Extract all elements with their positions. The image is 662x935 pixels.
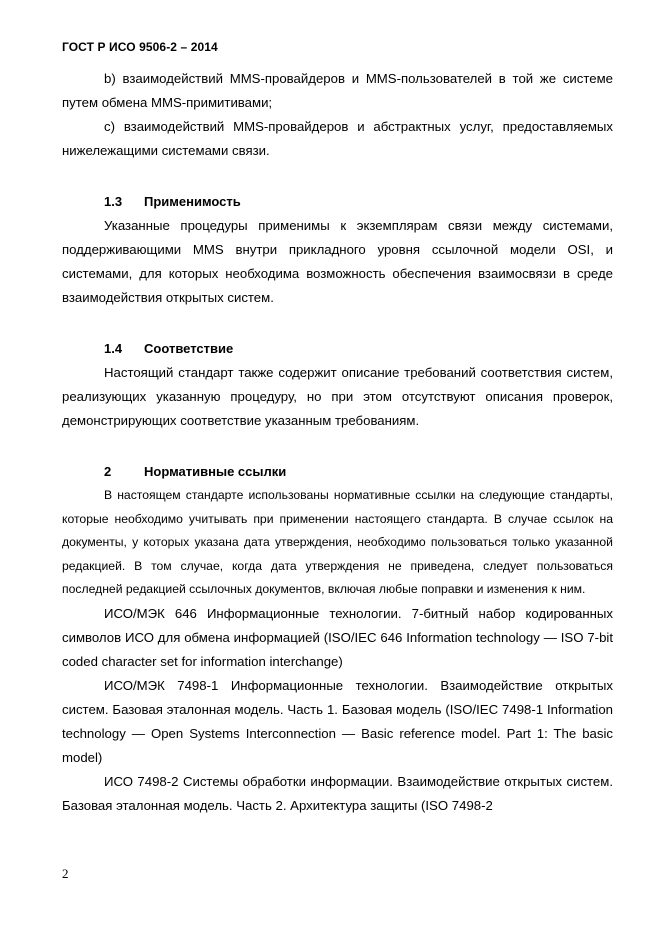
list-item-c: c) взаимодействий MMS-провайдеров и абстрактных услуг, предоставляемых нижележащими системами связи. <box>62 119 613 158</box>
reference-iso-646: ИСО/МЭК 646 Информационные технологии. 7-битный набор кодированных символов ИСО для обмена информацией (ISO/IEC 646 Information technology — ISO 7-bit coded character set for information interchange) <box>62 605 613 669</box>
document-header: ГОСТ Р ИСО 9506-2 – 2014 <box>62 40 218 54</box>
section-heading-2 <box>62 460 613 484</box>
section-number: 1.3 <box>104 194 123 209</box>
section-heading-1-4 <box>62 337 613 361</box>
section-title: Соответствие <box>144 341 234 356</box>
applicability-paragraph: Указанные процедуры применимы к экземплярам связи между системами, поддерживающими MMS внутри прикладного уровня ссылочной модели OSI, и системами, для которых необходима возможность обеспечения взаимосвязи в среде взаимодействия открытых систем. <box>62 218 613 305</box>
section-number: 1.4 <box>104 341 123 356</box>
section-title: Нормативные ссылки <box>144 464 287 479</box>
reference-iso-7498-1: ИСО/МЭК 7498-1 Информационные технологии. Взаимодействие открытых систем. Базовая эталонная модель. Часть 1. Базовая модель (ISO/IEC 7498-1 Information technology — Open Systems Interconnection — Basic reference model. Part 1: The basic model) <box>62 677 613 765</box>
references-intro-paragraph: В настоящем стандарте использованы нормативные ссылки на следующие стандарты, которые необходимо учитывать при применении настоящего стандарта. В случае ссылок на документы, у которых указана дата утверждения, необходимо пользоваться только указанной редакцией. В том случае, когда дата утверждения не приведена, следует пользоваться последней редакцией ссылочных документов, включая любые поправки и изменения к ним. <box>62 488 613 596</box>
section-heading-1-3 <box>62 190 613 214</box>
section-title: Применимость <box>144 194 241 209</box>
page-number: 2 <box>62 866 69 881</box>
document-body <box>62 67 613 818</box>
conformance-paragraph: Настоящий стандарт также содержит описание требований соответствия систем, реализующих указанную процедуру, но при этом отсутствуют описания проверок, демонстрирующих соответствие указанным требованиям. <box>62 365 613 428</box>
reference-iso-7498-2: ИСО 7498-2 Системы обработки информации. Взаимодействие открытых систем. Базовая эталонная модель. Часть 2. Архитектура защиты (ISO 7498-2 <box>62 773 613 813</box>
list-item-b: b) взаимодействий MMS-провайдеров и MMS-пользователей в той же системе путем обмена MMS-примитивами; <box>62 71 613 110</box>
section-number: 2 <box>104 464 112 479</box>
